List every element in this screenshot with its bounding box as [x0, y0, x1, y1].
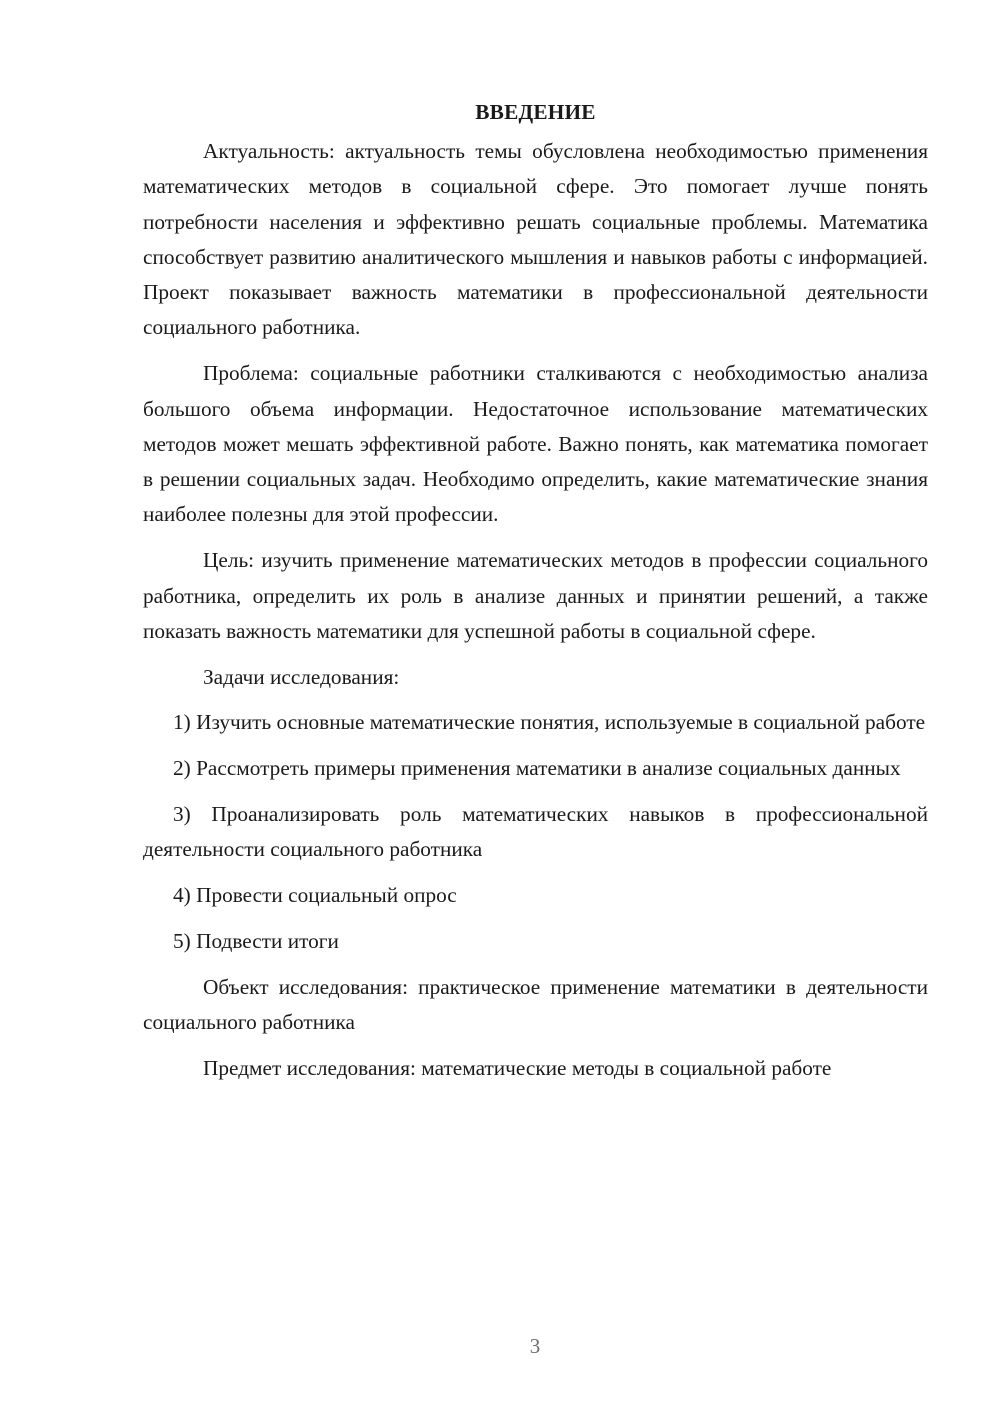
page-content [143, 98, 928, 1097]
task-item-1: 1) Изучить основные математические понятия, используемые в социальной работе [173, 710, 926, 735]
task-item-3: 3) Проанализировать роль математических навыков в профессиональной деятельности социального работника [143, 802, 928, 862]
task-item-5: 5) Подвести итоги [173, 928, 339, 953]
section-heading: ВВЕДЕНИЕ [475, 100, 596, 124]
task-item-2: 2) Рассмотреть примеры применения математики в анализе социальных данных [173, 756, 901, 781]
task-item-4: 4) Провести социальный опрос [173, 883, 457, 908]
paragraph-goal: Цель: изучить применение математических методов в профессии социального работника, определить их роль в анализе данных и принятии решений, а также показать важность математики для успешной работы в социальной сфере. [143, 548, 928, 643]
paragraph-problem: Проблема: социальные работники сталкиваются с необходимостью анализа большого объема информации. Недостаточное использование математических методов может мешать эффективной работе. Важно понять, как математика помогает в решении социальных задач. Необходимо определить, какие математические знания наиболее полезны для этой профессии. [143, 361, 928, 527]
paragraph-relevance: Актуальность: актуальность темы обусловлена необходимостью применения математических методов в социальной сфере. Это помогает лучше понять потребности населения и эффективно решать социальные проблемы. Математика способствует развитию аналитического мышления и навыков работы с информацией. Проект показывает важность математики в профессиональной деятельности социального работника. [143, 139, 928, 340]
page-number: 3 [529, 1334, 541, 1358]
tasks-heading: Задачи исследования: [203, 664, 400, 689]
paragraph-subject: Предмет исследования: математические методы в социальной работе [203, 1055, 832, 1080]
paragraph-object: Объект исследования: практическое применение математики в деятельности социального работника [143, 974, 928, 1035]
